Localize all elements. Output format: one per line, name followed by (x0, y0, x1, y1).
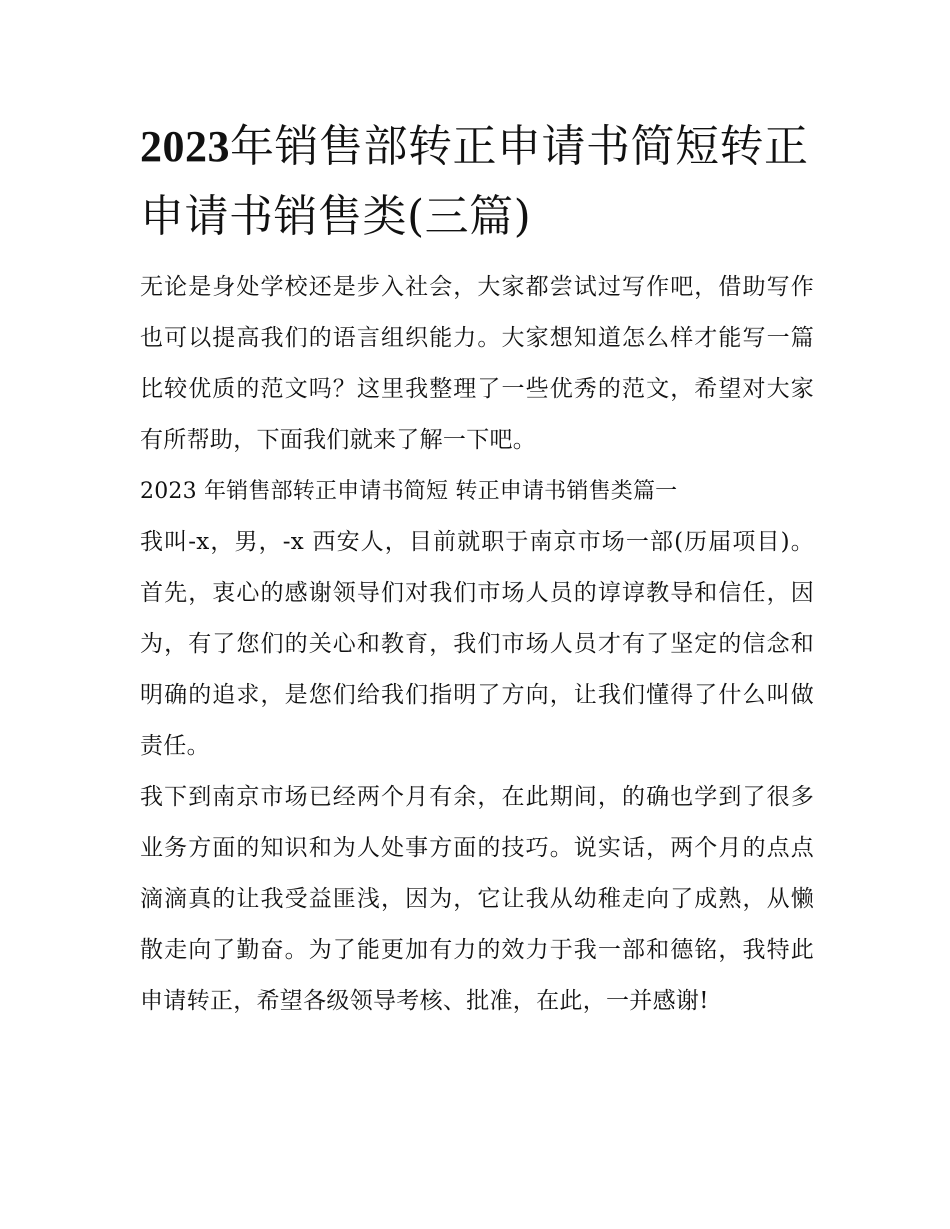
body-paragraph-1: 我叫-x，男，-x 西安人，目前就职于南京市场一部(历届项目)。首先，衷心的感谢领导们对我们市场人员的谆谆教导和信任，因为，有了您们的关心和教育，我们市场人员才有了坚定的信念和明确的追求，是您们给我们指明了方向，让我们懂得了什么叫做责任。 (140, 529, 814, 759)
document-title (140, 112, 814, 252)
body-paragraph-2: 我下到南京市场已经两个月有余，在此期间，的确也学到了很多业务方面的知识和为人处事方面的技巧。说实话，两个月的点点滴滴真的让我受益匪浅，因为，它让我从幼稚走向了成熟，从懒散走向了勤奋。为了能更加有力的效力于我一部和德铭，我特此申请转正，希望各级领导考核、批准，在此，一并感谢! (140, 784, 814, 1014)
title-year: 2023 (140, 122, 230, 171)
document-content (140, 112, 814, 1027)
intro-paragraph: 无论是身处学校还是步入社会，大家都尝试过写作吧，借助写作也可以提高我们的语言组织能力。大家想知道怎么样才能写一篇比较优质的范文吗？这里我整理了一些优秀的范文，希望对大家有所帮助，下面我们就来了解一下吧。 (140, 274, 814, 453)
title-text: 年销售部转正申请书简短转正申请书销售类(三篇) (140, 121, 809, 242)
section-heading: 2023 年销售部转正申请书简短 转正申请书销售类篇一 (140, 479, 678, 504)
